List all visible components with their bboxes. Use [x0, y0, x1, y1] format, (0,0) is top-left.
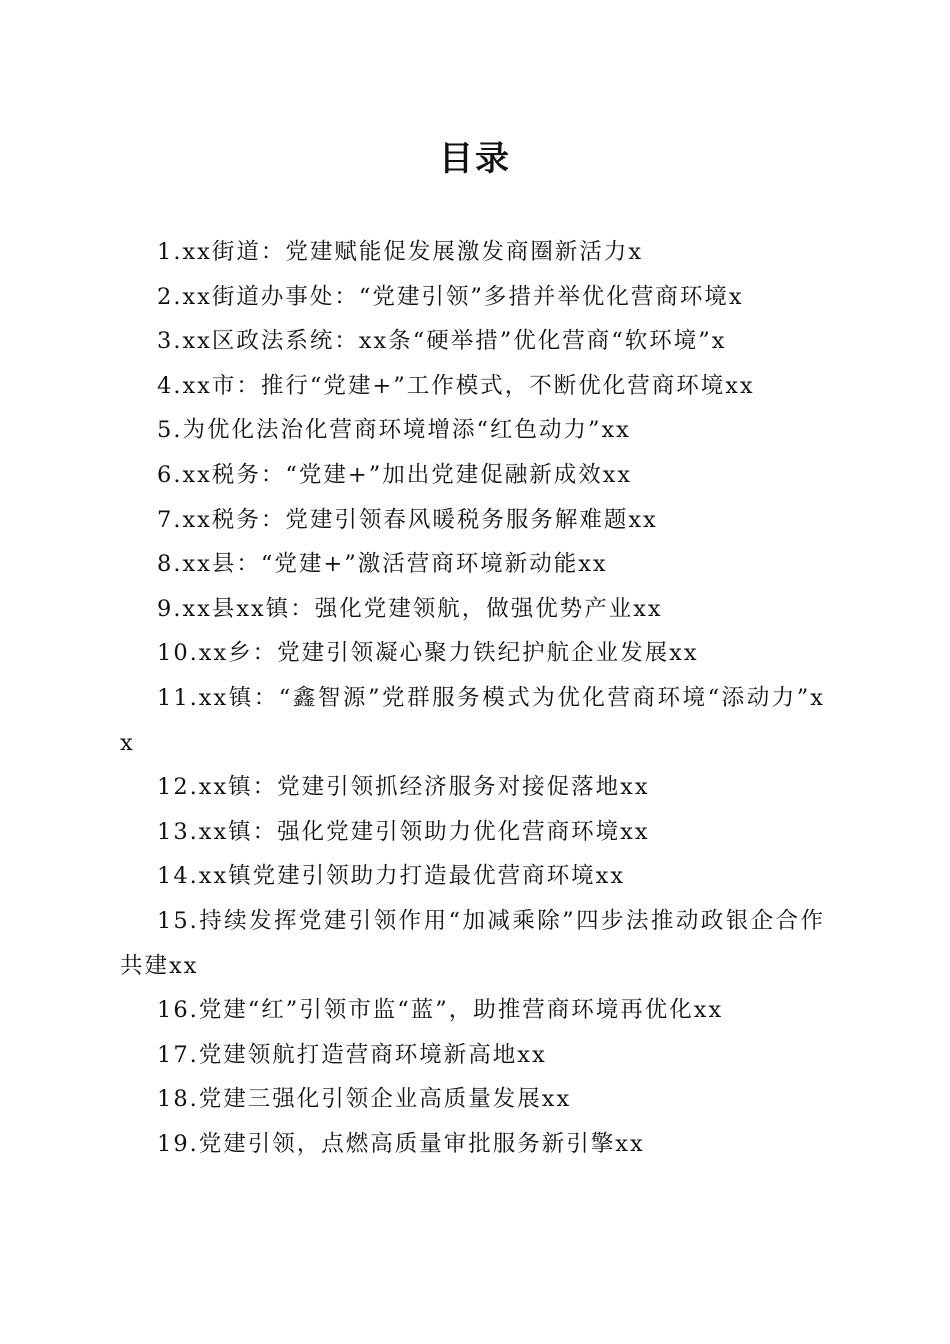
table-of-contents [120, 230, 825, 1166]
toc-item-3: 3.xx区政法系统：xx条“硬举措”优化营商“软环境”x [157, 328, 727, 355]
toc-item-8: 8.xx县：“党建+”激活营商环境新动能xx [157, 551, 608, 578]
toc-item-6: 6.xx税务：“党建+”加出党建促融新成效xx [157, 461, 633, 488]
toc-item-19: 19.党建引领，点燃高质量审批服务新引擎xx [157, 1130, 645, 1157]
toc-item-16: 16.党建“红”引领市监“蓝”，助推营商环境再优化xx [157, 997, 724, 1024]
toc-item-15: 15.持续发挥党建引领作用“加减乘除”四步法推动政银企合作共建xx [120, 907, 825, 979]
toc-item-1: 1.xx街道：党建赋能促发展激发商圈新活力x [157, 239, 644, 265]
toc-item-10: 10.xx乡：党建引领凝心聚力铁纪护航企业发展xx [157, 640, 699, 667]
toc-item-11: 11.xx镇：“鑫智源”党群服务模式为优化营商环境“添动力”xx [120, 684, 825, 756]
toc-item-18: 18.党建三强化引领企业高质量发展xx [157, 1086, 572, 1113]
toc-item-4: 4.xx市：推行“党建+”工作模式，不断优化营商环境xx [157, 372, 755, 399]
toc-item-5: 5.为优化法治化营商环境增添“红色动力”xx [157, 417, 631, 444]
toc-item-13: 13.xx镇：强化党建引领助力优化营商环境xx [157, 818, 650, 845]
toc-item-14: 14.xx镇党建引领助力打造最优营商环境xx [157, 863, 626, 890]
toc-item-7: 7.xx税务：党建引领春风暖税务服务解难题xx [157, 506, 658, 533]
page-title: 目录 [439, 139, 511, 179]
toc-item-17: 17.党建领航打造营商环境新高地xx [157, 1041, 547, 1068]
toc-item-2: 2.xx街道办事处：“党建引领”多措并举优化营商环境x [157, 283, 744, 310]
toc-item-9: 9.xx县xx镇：强化党建领航，做强优势产业xx [157, 595, 663, 622]
toc-item-12: 12.xx镇：党建引领抓经济服务对接促落地xx [157, 774, 650, 801]
